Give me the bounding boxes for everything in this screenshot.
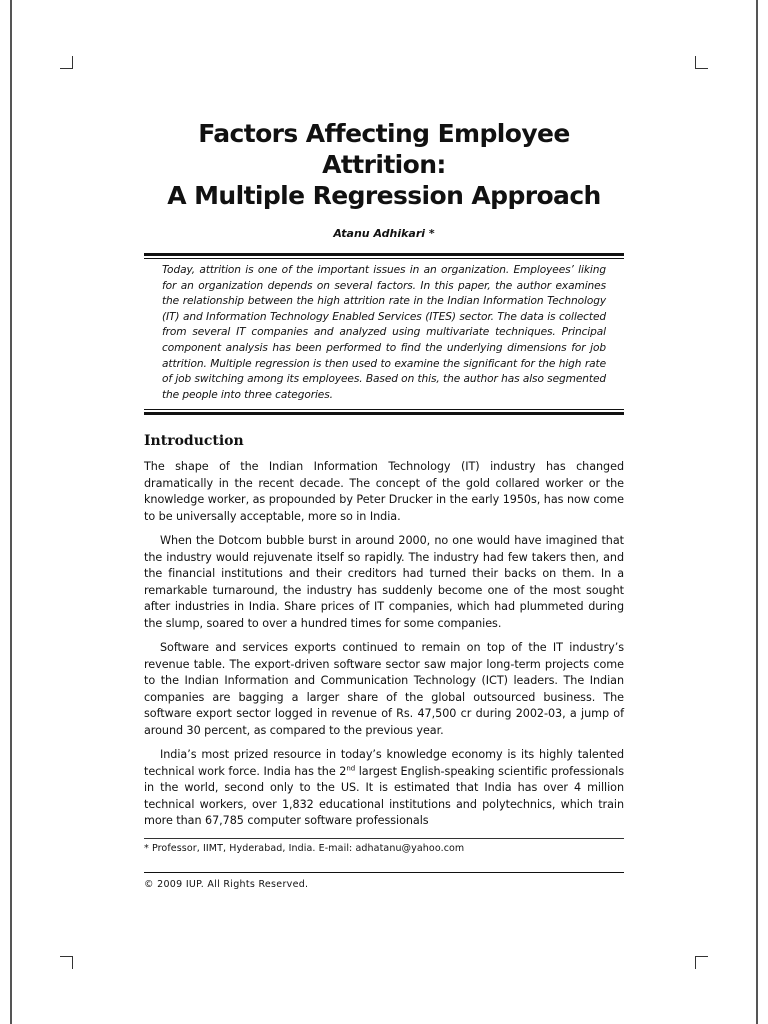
article [144,118,624,890]
title-line-1: Factors Affecting Employee Attrition: [198,119,570,179]
copyright-rule [144,872,624,873]
crop-mark-bottom-right [695,956,708,969]
ordinal-superscript: nd [346,764,356,773]
copyright-notice: © 2009 IUP. All Rights Reserved. [144,878,309,890]
author-footnote: * Professor, IIMT, Hyderabad, India. E-mail: adhatanu@yahoo.com [144,842,465,854]
abstract-top-rule-thin [144,258,624,259]
crop-mark-top-right [695,56,708,69]
crop-mark-bottom-left [60,956,73,969]
paper-title [144,118,624,211]
footnote-rule [144,838,624,839]
paragraph-1: The shape of the Indian Information Technology (IT) industry has changed dramatically in the recent decade. The concept of the gold collared worker or the knowledge worker, as propounded by Peter Drucker in the early 1950s, has now come to be universally acceptable, more so in India. [144,460,624,523]
abstract-bottom-rule-thick [144,412,624,415]
section-heading-introduction: Introduction [144,433,244,450]
title-line-2: A Multiple Regression Approach [167,181,601,210]
abstract-top-rule-thick [144,253,624,256]
paragraph-2: When the Dotcom bubble burst in around 2000, no one would have imagined that the industry would rejuvenate itself so rapidly. The industry had few takers then, and the financial institutions and their creditors had turned their backs on them. In a remarkable turnaround, the industry has suddenly become one of the most sought after industries in India. Share prices of IT companies, which had plummeted during the slump, soared to over a hundred times for some companies. [144,534,624,630]
author-name: Atanu Adhikari * [333,227,435,240]
abstract-bottom-rule-thin [144,409,624,410]
paragraph-4 [144,747,624,830]
abstract-text: Today, attrition is one of the important issues in an organization. Employees’ liking for an organization depends on several factors. In this paper, the author examines the relationship between the high attrition rate in the Indian Information Technology (IT) and Information Technology Enabled Services (ITES) sector. The data is collected from several IT companies and analyzed using multivariate techniques. Principal component analysis has been performed to find the underlying dimensions for job attrition. Multiple regression is then used to examine the significant for the high rate of job switching among its employees. Based on this, the author has also segmented the people into three categories. [162,264,606,401]
paragraph-3: Software and services exports continued to remain on top of the IT industry’s revenue table. The export-driven software sector saw major long-term projects come to the Indian Information and Communication Technology (ICT) leaders. The Indian companies are bagging a larger share of the global outsourced business. The software export sector logged in revenue of Rs. 47,500 cr during 2002-03, a jump of around 30 percent, as compared to the previous year. [144,641,624,737]
abstract-block [144,253,624,415]
crop-mark-top-left [60,56,73,69]
paragraph-4-part-1: India’s most prized resource in today’s knowledge economy is its highly talented technical work force. India has the 2 [144,748,624,778]
paragraph-4-part-2: largest English-speaking scientific professionals in the world, second only to the US. It is estimated that India has over 4 million technical workers, over 1,832 educational institutions and polytechnics, which train more than 67,785 computer software professionals [144,764,624,828]
